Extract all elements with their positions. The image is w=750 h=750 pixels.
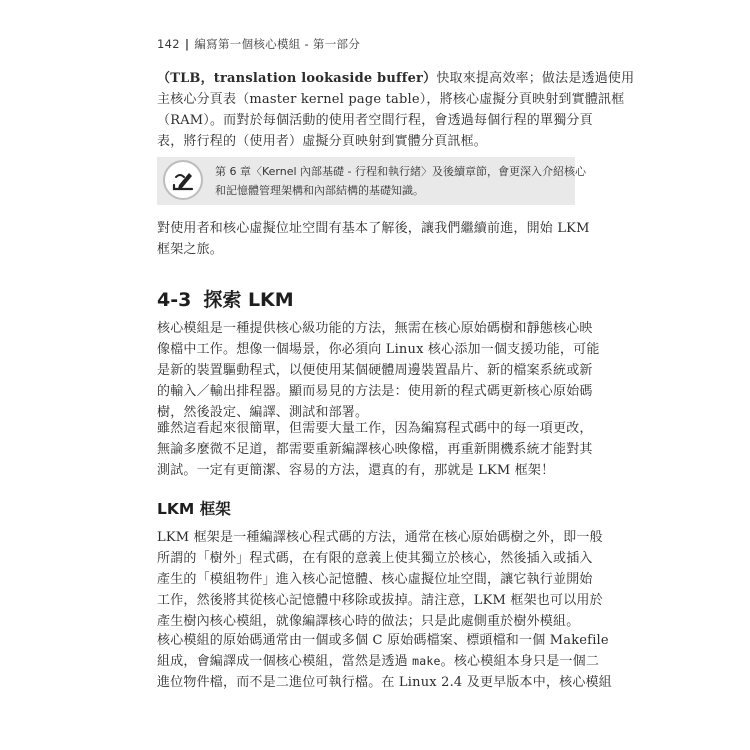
note-text	[215, 162, 586, 200]
note-line: 第 6 章〈Kernel 內部基礎 - 行程和執行緒〉及後續章節，會更深入介紹核心	[215, 165, 587, 178]
paragraph-module-source	[157, 630, 612, 693]
section-heading	[157, 285, 294, 312]
section-number: 4-3	[157, 289, 192, 311]
text-line: 進位物件檔，而不是二進位可執行檔。在 Linux 2.4 及更早版本中，核心模組	[157, 675, 612, 690]
header-separator: |	[184, 37, 190, 51]
text-line: 測試。一定有更簡潔、容易的方法，還真的有，那就是 LKM 框架！	[157, 463, 555, 478]
text-line: 主核心分頁表（master kernel page table），將核心虛擬分頁映射到實體訊框	[157, 92, 625, 107]
text-line: 無論多麼微不足道，都需要重新編譯核心映像檔，再重新開機系統才能對其	[157, 442, 593, 457]
note-box	[157, 157, 587, 205]
text-line: 核心模組是一種提供核心級功能的方法，無需在核心原始碼樹和靜態核心映	[157, 321, 593, 336]
text-span: 快取來提高效率；做法是透過使用	[436, 71, 635, 86]
text-line: 產生的「模組物件」進入核心記憶體、核心虛擬位址空間，讓它執行並開始	[157, 572, 593, 587]
text-line: 對使用者和核心虛擬位址空間有基本了解後，讓我們繼續前進，開始 LKM	[157, 221, 590, 236]
text-line: 表，將行程的（使用者）虛擬分頁映射到實體分頁訊框。	[157, 134, 488, 149]
text-line: 核心模組的原始碼通常由一個或多個 C 原始碼檔案、標頭檔和一個 Makefile	[157, 633, 609, 648]
text-span: 。核心模組本身只是一個二	[440, 654, 600, 669]
text-line: 的輸入／輸出排程器。顯而易見的方法是：使用新的程式碼更新核心原始碼	[157, 384, 593, 399]
text-line: 樹，然後設定、編譯、測試和部署。	[157, 405, 369, 420]
tlb-term: （TLB，translation lookaside buffer）	[157, 71, 437, 86]
paragraph-simple-way	[157, 418, 593, 481]
paragraph-kernel-module	[157, 318, 600, 423]
paragraph-lkm-framework	[157, 527, 603, 632]
pen-note-icon	[163, 160, 203, 200]
code-make: make	[412, 654, 441, 668]
text-line	[157, 68, 635, 89]
text-line	[157, 651, 600, 672]
text-line: LKM 框架是一種編譯核心程式碼的方法，通常在核心原始碼樹之外，即一般	[157, 530, 603, 545]
text-span: 組成，會編譯成一個核心模組，當然是透過	[157, 654, 413, 669]
subsection-heading: LKM 框架	[157, 500, 231, 518]
running-title: 編寫第一個核心模組 - 第一部分	[194, 37, 361, 51]
text-line: 所謂的「樹外」程式碼，在有限的意義上使其獨立於核心，然後插入或插入	[157, 551, 593, 566]
section-title: 探索 LKM	[203, 289, 294, 311]
text-line: 框架之旅。	[157, 242, 224, 257]
text-line: 工作，然後將其從核心記憶體中移除或拔掉。請注意，LKM 框架也可以用於	[157, 593, 603, 608]
paragraph-intro-lkm	[157, 218, 590, 260]
page-number: 142	[157, 37, 180, 51]
text-line: 產生樹內核心模組，就像編譯核心時的做法；只是此處側重於樹外模組。	[157, 614, 580, 629]
text-line: 雖然這看起來很簡單，但需要大量工作，因為編寫程式碼中的每一項更改，	[157, 421, 593, 436]
text-line: （RAM）。而對於每個活動的使用者空間行程，會透過每個行程的單獨分頁	[157, 113, 593, 128]
text-line: 像檔中工作。想像一個場景，你必須向 Linux 核心添加一個支援功能，可能	[157, 342, 600, 357]
note-line: 和記憶體管理架構和內部結構的基礎知識。	[215, 184, 424, 197]
running-header	[157, 36, 360, 52]
paragraph-tlb	[157, 68, 635, 152]
text-line: 是新的裝置驅動程式，以便使用某個硬體周邊裝置晶片、新的檔案系統或新	[157, 363, 593, 378]
